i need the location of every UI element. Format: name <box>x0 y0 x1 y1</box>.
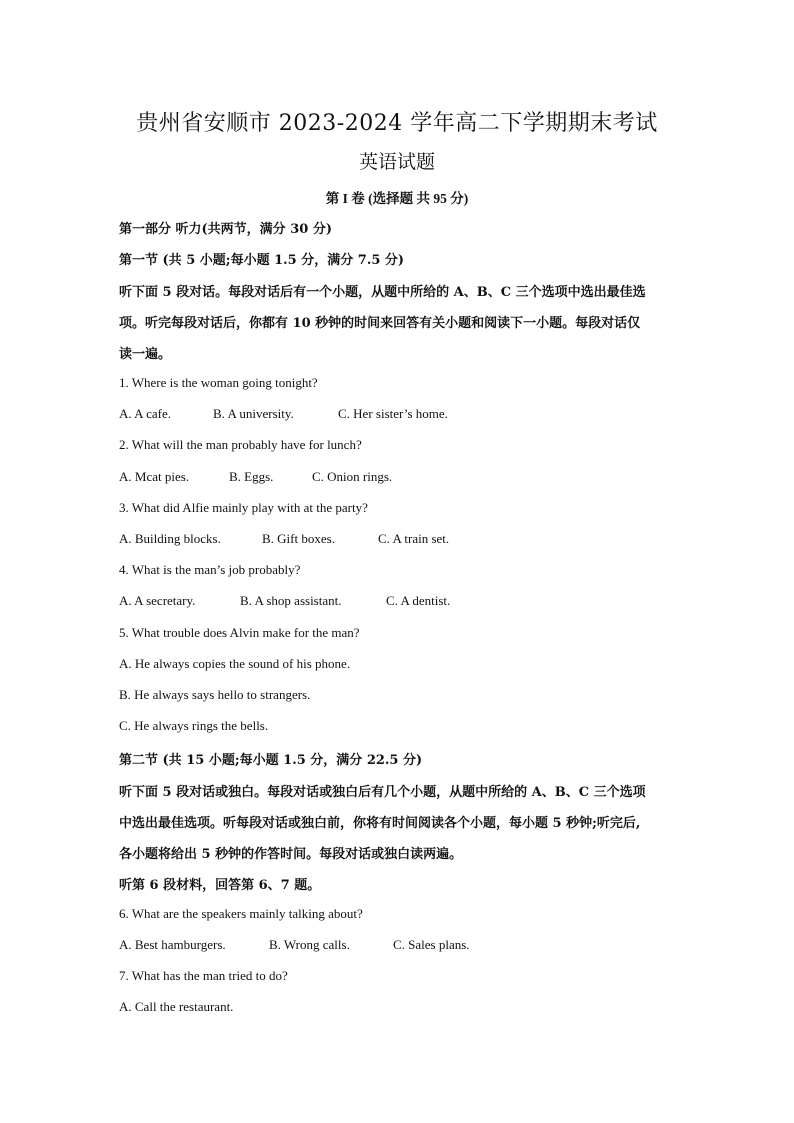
part1-heading: 第一部分 听力(共两节，满分 30 分) <box>119 222 332 237</box>
material-note: 听第 6 段材料，回答第 6、7 题。 <box>119 878 321 893</box>
option-b: B. Gift boxes. <box>262 531 335 546</box>
question-5: 5. What trouble does Alvin make for the man? <box>119 625 360 640</box>
option-b: B. A shop assistant. <box>240 593 342 608</box>
question-5-option-a: A. He always copies the sound of his phone. <box>119 656 351 671</box>
option-b: B. Wrong calls. <box>269 937 350 952</box>
question-3: 3. What did Alfie mainly play with at the party? <box>119 500 368 515</box>
option-a: A. Mcat pies. <box>119 469 190 484</box>
section1-heading: 第一节 (共 5 小题;每小题 1.5 分，满分 7.5 分) <box>119 253 405 268</box>
section1-instruction-line: 读一遍。 <box>119 347 172 362</box>
question-1-options <box>119 406 448 422</box>
option-c: C. Her sister’s home. <box>338 406 448 421</box>
question-7: 7. What has the man tried to do? <box>119 968 288 983</box>
section2-instruction-line: 中选出最佳选项。听每段对话或独白前，你将有时间阅读各个小题，每小题 5 秒钟;听完后, <box>119 816 641 831</box>
section2-instruction-line: 各小题将给出 5 秒钟的作答时间。每段对话或独白读两遍。 <box>119 847 463 862</box>
question-3-options <box>119 531 449 547</box>
question-6-options <box>119 937 470 953</box>
question-6: 6. What are the speakers mainly talking about? <box>119 906 363 921</box>
option-b: B. Eggs. <box>229 469 274 484</box>
section1-instruction-line: 听下面 5 段对话。每段对话后有一个小题，从题中所给的 A、B、C 三个选项中选出最佳选 <box>119 285 646 300</box>
option-c: C. A dentist. <box>386 593 451 608</box>
option-c: C. Onion rings. <box>312 469 393 484</box>
question-5-option-b: B. He always says hello to strangers. <box>119 687 311 702</box>
question-1: 1. Where is the woman going tonight? <box>119 375 318 390</box>
volume-heading: 第 I 卷 (选择题 共 95 分) <box>325 191 469 206</box>
question-4: 4. What is the man’s job probably? <box>119 562 301 577</box>
option-a: A. Best hamburgers. <box>119 937 226 952</box>
question-2: 2. What will the man probably have for lunch? <box>119 437 362 452</box>
question-4-options <box>119 593 450 609</box>
exam-subtitle: 英语试题 <box>358 151 435 173</box>
option-a: A. A secretary. <box>119 593 196 608</box>
option-b: B. A university. <box>213 406 294 421</box>
exam-title: 贵州省安顺市 2023-2024 学年高二下学期期末考试 <box>136 111 658 136</box>
section2-heading: 第二节 (共 15 小题;每小题 1.5 分，满分 22.5 分) <box>119 753 423 768</box>
option-a: A. Building blocks. <box>119 531 221 546</box>
question-7-option-a: A. Call the restaurant. <box>119 999 234 1014</box>
question-5-option-c: C. He always rings the bells. <box>119 718 269 733</box>
option-c: C. Sales plans. <box>393 937 470 952</box>
section2-instruction-line: 听下面 5 段对话或独白。每段对话或独白后有几个小题，从题中所给的 A、B、C 三个选项 <box>119 785 646 800</box>
option-c: C. A train set. <box>378 531 450 546</box>
option-a: A. A cafe. <box>119 406 171 421</box>
question-2-options <box>119 469 392 485</box>
section1-instruction-line: 项。听完每段对话后，你都有 10 秒钟的时间来回答有关小题和阅读下一小题。每段对话仅 <box>119 316 641 331</box>
